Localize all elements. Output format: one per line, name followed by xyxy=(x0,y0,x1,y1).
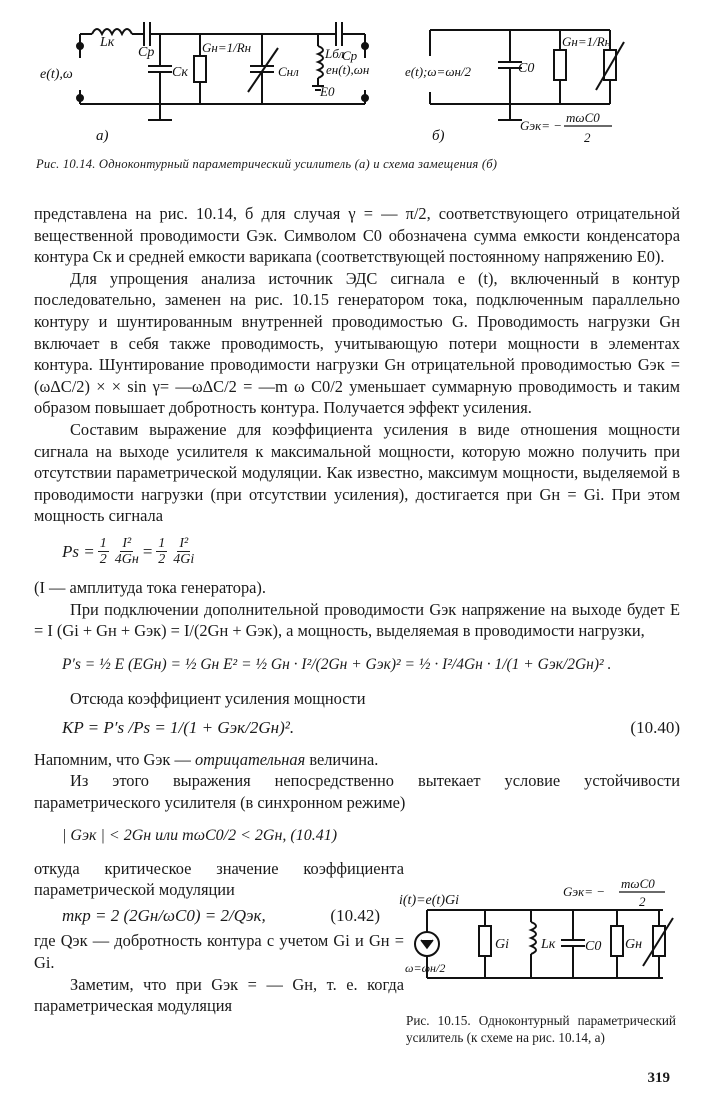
label-cnl: Cнл xyxy=(278,64,299,79)
eq1-frac-3-num: 1 xyxy=(158,536,166,552)
eq3-body: KP = P′s /Ps = 1/(1 + Gэк/2Gн)². xyxy=(62,718,295,738)
p7-part-b: величина. xyxy=(305,749,379,769)
left-column xyxy=(34,814,404,1017)
paragraph-1: представлена на рис. 10.14, б для случая γ = — π/2, соответствующего отрицательной вещественной проводимости Gэк. Символом C0 обозначена сумма емкости конденсатора контура Cк и средней емкости варикапа (соответствующей постоянному напряжению E0). xyxy=(34,204,680,267)
page-number: 319 xyxy=(647,1070,670,1086)
equation-kp xyxy=(34,717,680,739)
equation-10-42 xyxy=(34,905,404,927)
label-lbl: Lбл xyxy=(325,46,345,61)
fig2-label-gek: Gэк= − xyxy=(563,884,605,899)
paragraph-7 xyxy=(34,749,680,771)
paragraph-6: Отсюда коэффициент усиления мощности xyxy=(70,688,366,708)
label-part-a: а) xyxy=(96,128,109,144)
eq1-frac-2-num: I² xyxy=(122,536,132,552)
paragraph-10: где Qэк — добротность контура с учетом Gi и Gн = Gi. xyxy=(34,931,404,973)
eq1-frac-4 xyxy=(173,536,194,567)
eq1-lhs: Ps = xyxy=(62,542,95,562)
equation-ps xyxy=(34,527,680,577)
figure-10-15 xyxy=(395,870,695,1000)
eq5-body: mкр = 2 (2Gн/ωC0) = 2/Qэк, xyxy=(62,905,266,925)
equation-ps-prime: P′s = ½ E (EGн) = ½ Gн E² = ½ Gн · I²/(2Gн + Gэк)² = ½ · I²/4Gн · 1/(1 + Gэк/2Gн)² . xyxy=(62,655,612,673)
paragraph-9: откуда критическое значение коэффициента параметрической модуляции xyxy=(34,858,404,900)
label-cp1: Cр xyxy=(138,45,155,60)
label-part-b: б) xyxy=(432,128,445,144)
p7-emphasis: отрицательная xyxy=(194,749,306,769)
paragraph-5: При подключении дополнительной проводимости Gэк напряжение на выходе будет E = I (Gi + Gн + Gэк) = I/(2Gн + Gэк), а мощность, выделяемая в проводимости нагрузки, xyxy=(34,599,680,641)
label-c0: C0 xyxy=(518,61,535,76)
paragraph-2: Для упрощения анализа источник ЭДС сигнала e (t), включенный в контур последовательно, заменен на рис. 10.15 генератором тока, подключенным параллельно контуру и шунтированным внутренней проводимостью G. Проводимость нагрузки Gн включает в себя также проводимость, учитывающую потери мощности в элементах контура. Шунтирование проводимости нагрузки Gн отрицательной проводимостью Gэк = (ωΔC/2) × × sin γ= —ωΔC/2 = —m ω C0/2 уменьшает суммарную проводимость и таким образом повышает добротность контура. Получается эффект усиления. xyxy=(34,268,680,418)
eq5-number: (10.42) xyxy=(330,905,380,925)
fig2-label-frac-top: mωC0 xyxy=(621,876,655,891)
label-e0: E0 xyxy=(320,84,335,99)
eq1-frac-2-den: 4Gн xyxy=(114,552,139,568)
p7-part-a: Напомним, что Gэк — xyxy=(34,749,195,769)
label-gh2: Gн=1/Rн xyxy=(562,34,612,49)
eq1-frac-4-den: 4Gi xyxy=(173,552,195,568)
eq1-frac-3 xyxy=(156,536,167,567)
eq1-frac-2 xyxy=(115,536,139,567)
label-gek: Gэк= − xyxy=(520,118,562,133)
equation-10-41: | Gэк | < 2Gн или mωC0/2 < 2Gн, (10.41) xyxy=(62,826,338,844)
fig2-label-omega: ω=ωн/2 xyxy=(405,961,446,975)
eq3-number: (10.40) xyxy=(630,718,680,738)
fig2-label-gh: Gн xyxy=(625,937,643,952)
fig2-label-c0: C0 xyxy=(585,939,602,954)
fig2-label-frac-bot: 2 xyxy=(639,894,646,909)
label-gh: Gн=1/Rн xyxy=(202,40,252,55)
label-ck: Cк xyxy=(172,65,188,80)
figure-10-14-caption: Рис. 10.14. Одноконтурный параметрический усилитель (а) и схема замещения (б) xyxy=(36,157,498,171)
figure-10-15-caption: Рис. 10.15. Одноконтурный параметрический усилитель (к схеме на рис. 10.14, а) xyxy=(406,1013,676,1045)
fig2-label-it: i(t)=e(t)Gi xyxy=(399,893,459,908)
eq1-frac-1-den: 2 xyxy=(99,552,107,568)
label-cp2: Cр xyxy=(342,48,358,63)
fig2-label-gi: Gi xyxy=(495,937,509,952)
eq1-frac-1 xyxy=(98,536,109,567)
label-frac-bot: 2 xyxy=(584,130,591,145)
label-et2: e(t);ω=ωн/2 xyxy=(405,64,472,79)
eq1-frac-1-num: 1 xyxy=(99,536,107,552)
label-et: e(t),ω xyxy=(40,67,73,82)
eq1-frac-4-num: I² xyxy=(179,536,189,552)
label-frac-top: mωC0 xyxy=(566,110,600,125)
eq1-frac-3-den: 2 xyxy=(158,552,166,568)
figure-10-14 xyxy=(0,0,706,155)
fig2-label-lk: Lк xyxy=(541,937,556,952)
paragraph-4: (I — амплитуда тока генератора). xyxy=(34,577,266,597)
label-eh: eн(t),ωн xyxy=(326,62,370,77)
label-lk: Lк xyxy=(100,35,115,50)
paragraph-8: Из этого выражения непосредственно вытекает условие устойчивости параметрического усилителя (в синхронном режиме) xyxy=(34,771,680,813)
paragraph-11: Заметим, что при Gэк = — Gн, т. е. когда параметрическая модуляция xyxy=(34,974,404,1016)
eq1-equals: = xyxy=(141,542,154,562)
paragraph-3: Составим выражение для коэффициента усиления в виде отношения мощности сигнала на выходе усилителя к максимальной мощности, которую можно получить при отсутствии параметрической модуляции. Как известно, максимум мощности, выделяемой в проводимости нагрузки (при отсутствии усиления), достигается при Gн = Gi. При этом мощность сигнала xyxy=(34,419,680,526)
